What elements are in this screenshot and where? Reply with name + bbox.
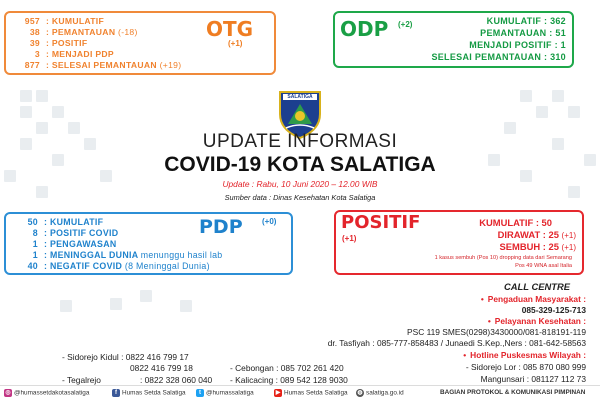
pelayanan-label <box>488 316 586 326</box>
emblem-text: SALATIGA <box>287 94 313 100</box>
update-date: Update : Rabu, 10 Juni 2020 – 12.00 WIB <box>222 179 378 189</box>
hotline-entry: 0822 416 799 18 <box>130 363 193 373</box>
footer-org: BAGIAN PROTOKOL & KOMUNIKASI PIMPINAN <box>440 389 586 396</box>
bullet-icon: • <box>480 294 484 304</box>
pengaduan-label <box>481 294 586 304</box>
pelayanan-text: Pelayanan Kesehatan : <box>494 316 586 326</box>
footer-text: @humassetdakotasalatiga <box>14 389 90 397</box>
otg-label: : POSITIF <box>46 38 88 48</box>
odp-row: KUMULATIF : 362 <box>486 16 566 26</box>
footer-instagram[interactable] <box>4 389 89 397</box>
footer-text: Humas Setda Salatiga <box>122 389 186 397</box>
odp-badge-change: (+2) <box>398 20 413 29</box>
otg-label: : PEMANTAUAN <box>46 27 116 37</box>
hotline-entry: Mangunsari : 081127 112 73 <box>480 374 586 384</box>
pdp-value: 40 <box>27 261 38 271</box>
doctor-contacts: dr. Tasfiyah : 085-777-858483 / Junaedi S.Kep.,Ners : 081-642-58563 <box>327 338 586 348</box>
positif-note: 1 kasus sembuh (Pos 10) dropping data dari Semarang <box>434 255 572 261</box>
pdp-panel <box>4 212 293 275</box>
pdp-label: : KUMULATIF <box>44 217 104 227</box>
pdp-note: menunggu hasil lab <box>140 250 223 260</box>
pdp-row <box>10 239 117 249</box>
otg-label: : MENJADI PDP <box>46 49 114 59</box>
pdp-label: : MENINGGAL DUNIA <box>44 250 139 260</box>
page-subtitle: COVID-19 KOTA SALATIGA <box>164 153 436 176</box>
hotline-entry: : 0822 328 060 040 <box>140 375 213 385</box>
footer-facebook[interactable] <box>112 389 186 397</box>
pdp-badge-change: (+0) <box>262 217 277 226</box>
positif-label: DIRAWAT : 25 <box>497 229 559 240</box>
call-centre-title: CALL CENTRE <box>504 281 570 292</box>
odp-row: SELESAI PEMANTAUAN : 310 <box>431 52 566 62</box>
footer-web[interactable] <box>356 389 404 397</box>
twitter-icon: t <box>196 389 204 397</box>
facebook-icon: f <box>112 389 120 397</box>
otg-label: : SELESAI PEMANTAUAN <box>46 60 157 70</box>
hotline-entry: - Sidorejo Lor : 085 870 080 999 <box>465 362 586 372</box>
positif-change: (+1) <box>561 231 576 240</box>
odp-row: PEMANTAUAN : 51 <box>480 28 566 38</box>
otg-row <box>10 16 104 26</box>
footer-bar <box>0 385 600 400</box>
otg-row <box>10 38 87 48</box>
positif-row <box>498 229 576 240</box>
pdp-value: 50 <box>27 217 38 227</box>
otg-row <box>10 27 138 37</box>
pdp-value: 1 <box>32 250 38 260</box>
otg-value: 39 <box>29 38 40 48</box>
odp-badge: ODP <box>340 17 389 41</box>
otg-label: : KUMULATIF <box>46 16 105 26</box>
footer-twitter[interactable] <box>196 389 254 397</box>
pdp-note: (8 Meninggal Dunia) <box>124 261 210 271</box>
psc-number: PSC 119 SMES(0298)3430000/081-818191-119 <box>407 327 586 337</box>
pengaduan-text: Pengaduan Masyarakat : <box>487 294 586 304</box>
positif-note: Pos 49 WNA asal Italia <box>515 263 572 269</box>
positif-label: SEMBUH : 25 <box>499 241 559 252</box>
pdp-row <box>10 217 103 227</box>
footer-text: @humassalatiga <box>206 389 254 397</box>
footer-youtube[interactable] <box>274 389 348 397</box>
page-title: UPDATE INFORMASI <box>202 131 398 152</box>
hotline-entry: - Tegalrejo <box>62 375 101 385</box>
footer-text: salatiga.go.id <box>366 389 404 397</box>
pdp-label: : PENGAWASAN <box>44 239 117 249</box>
hotline-entry: - Sidorejo Kidul : 0822 416 799 17 <box>62 352 189 362</box>
otg-badge: OTG <box>206 17 254 41</box>
otg-value: 38 <box>29 27 40 37</box>
positif-row <box>479 217 552 228</box>
otg-value: 957 <box>24 16 40 26</box>
bullet-icon: • <box>487 316 491 326</box>
pengaduan-number: 085-329-125-713 <box>521 305 586 315</box>
odp-panel <box>333 11 574 68</box>
pdp-value: 8 <box>32 228 38 238</box>
hotline-label <box>463 350 586 360</box>
hotline-text: Hotline Puskesmas Wilayah : <box>470 350 586 360</box>
bullet-icon: • <box>463 350 467 360</box>
otg-value: 877 <box>24 60 40 70</box>
pdp-value: 1 <box>32 239 38 249</box>
positif-row <box>500 241 576 252</box>
otg-change: (+19) <box>159 60 182 70</box>
instagram-icon: ◎ <box>5 390 11 396</box>
otg-row <box>10 60 181 70</box>
youtube-icon: ▶ <box>275 390 281 396</box>
positif-label: KUMULATIF : 50 <box>479 217 552 228</box>
positif-badge: POSITIF <box>341 212 421 233</box>
otg-value: 3 <box>34 49 40 59</box>
odp-row: MENJADI POSITIF : 1 <box>469 40 566 50</box>
positif-change: (+1) <box>561 243 576 252</box>
pdp-row <box>10 250 223 260</box>
footer-text: Humas Setda Salatiga <box>284 389 348 397</box>
otg-change: (-18) <box>118 27 138 37</box>
pdp-label: : POSITIF COVID <box>44 228 119 238</box>
data-source: Sumber data : Dinas Kesehatan Kota Salatiga <box>224 193 376 202</box>
hotline-entry: - Cebongan : 085 702 261 420 <box>230 363 344 373</box>
pdp-row <box>10 261 210 271</box>
otg-row <box>10 49 114 59</box>
hotline-entry: - Kalicacing : 089 542 128 9030 <box>230 375 348 385</box>
pdp-badge: PDP <box>199 216 243 238</box>
otg-badge-change: (+1) <box>228 39 243 48</box>
pdp-label: : NEGATIF COVID <box>44 261 123 271</box>
web-icon: ◍ <box>357 390 363 396</box>
pdp-row <box>10 228 118 238</box>
positif-panel <box>334 210 584 275</box>
positif-badge-change: (+1) <box>342 234 357 243</box>
otg-panel <box>4 11 276 75</box>
